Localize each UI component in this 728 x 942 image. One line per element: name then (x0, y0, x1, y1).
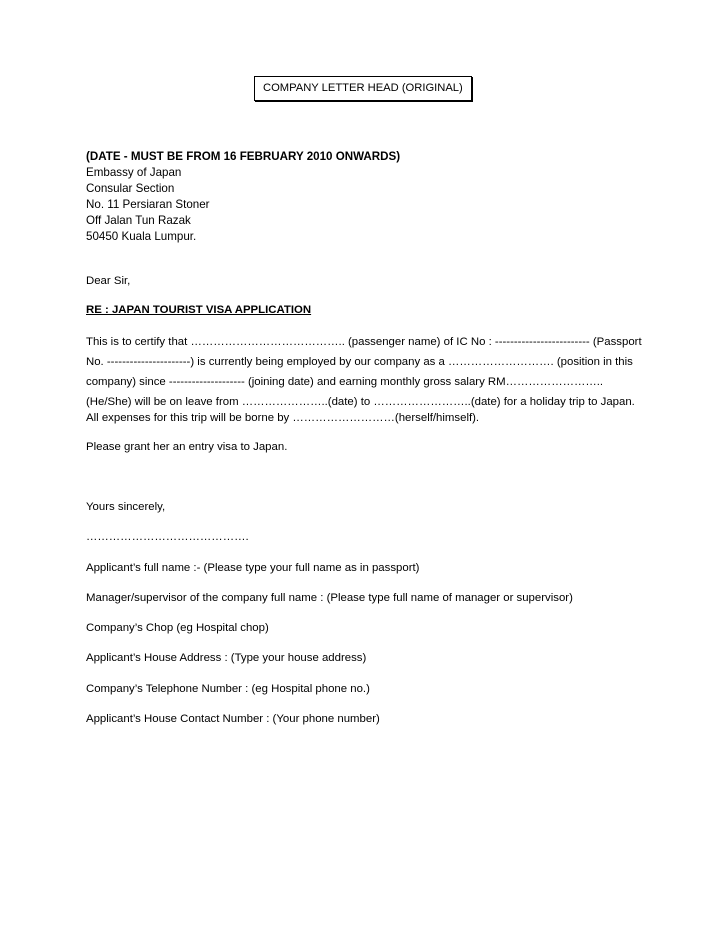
address-line: Consular Section (86, 182, 175, 195)
field-company-phone: Company’s Telephone Number : (eg Hospital phone no.) (86, 683, 370, 695)
address-line: Off Jalan Tun Razak (86, 214, 191, 227)
letterhead-label: COMPANY LETTER HEAD (ORIGINAL) (263, 82, 463, 94)
address-line: 50450 Kuala Lumpur. (86, 230, 197, 243)
body-line: All expenses for this trip will be borne by ………………………(herself/himself). (86, 412, 480, 424)
signature-line: ……………………………………. (86, 531, 249, 543)
visa-request: Please grant her an entry visa to Japan. (86, 441, 288, 453)
address-line: Embassy of Japan (86, 166, 182, 179)
body-line: company) since -------------------- (joining date) and earning monthly gross salary RM…………………….. (86, 376, 604, 388)
letterhead-placeholder-box (254, 76, 472, 101)
body-line: (He/She) will be on leave from …………………..(date) to ……………………..(date) for a holiday trip to Japan. (86, 396, 635, 408)
address-line: No. 11 Persiaran Stoner (86, 198, 210, 211)
date-note: (DATE - MUST BE FROM 16 FEBRUARY 2010 ONWARDS) (86, 150, 401, 163)
sign-off: Yours sincerely, (86, 501, 166, 513)
field-house-phone: Applicant’s House Contact Number : (Your phone number) (86, 713, 380, 725)
recipient-address-block (86, 149, 656, 245)
body-line: No. ----------------------) is currently being employed by our company as a ………………………. (position in this (86, 356, 633, 368)
salutation: Dear Sir, (86, 275, 131, 287)
field-manager-name: Manager/supervisor of the company full name : (Please type full name of manager or supervisor) (86, 592, 573, 604)
field-house-address: Applicant’s House Address : (Type your house address) (86, 652, 367, 664)
field-applicant-name: Applicant’s full name :- (Please type your full name as in passport) (86, 562, 420, 574)
subject-heading: RE : JAPAN TOURIST VISA APPLICATION (86, 304, 312, 316)
letter-body (86, 332, 656, 428)
field-company-chop: Company’s Chop (eg Hospital chop) (86, 622, 269, 634)
body-line: This is to certify that ………………………………….. (passenger name) of IC No : ------------------------- (Passport (86, 336, 642, 348)
